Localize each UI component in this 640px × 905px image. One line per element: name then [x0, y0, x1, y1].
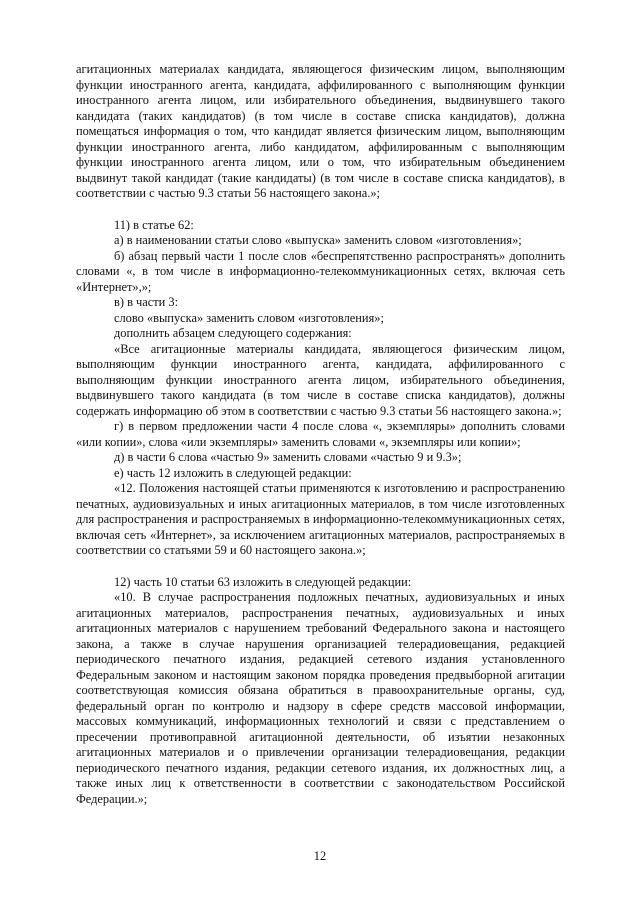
- paragraph: е) часть 12 изложить в следующей редакции:: [114, 465, 352, 480]
- paragraph: «12. Положения настоящей статьи применяются к изготовлению и распространению печатных, аудиовизуальных и иных агитационных материалов, в том числе изготовленных для распространения и распространяемых в информационно-телекоммуникационных сетях, включая сеть «Интернет», за исключением агитационных материалов, распространяемых в соответствии со статьями 59 и 60 настоящего закона.»;: [76, 481, 565, 557]
- paragraph: 12) часть 10 статьи 63 изложить в следующей редакции:: [114, 574, 412, 589]
- paragraph: «Все агитационные материалы кандидата, являющегося физическим лицом, выполняющим функции иностранного агента, кандидата, аффилированного с выполняющим функции иностранного агента лицом, избирательного объединения, выдвинувшего такого кандидата (в том числе в составе списка кандидатов), должны содержать информацию об этом в соответствии с частью 9.3 статьи 56 настоящего закона.»;: [76, 341, 565, 418]
- page-number: 12: [313, 849, 327, 863]
- paragraph: в) в части 3:: [114, 295, 179, 309]
- paragraph: слово «выпуска» заменить словом «изготовления»;: [114, 310, 384, 325]
- paragraph-gap: [76, 202, 565, 218]
- paragraph: «10. В случае распространения подложных печатных, аудиовизуальных и иных агитационных материалов, распространения печатных, аудиовизуальных и иных агитационных материалов с нарушением требований Федерального закона и настоящего закона, а также в случае нарушения организацией телерадиовещания, редакцией периодического печатного издания, редакцией сетевого издания установленного Федеральным законом и настоящим законом порядка проведения предвыборной агитации соответствующая комиссия обязана обратиться в правоохранительные органы, суд, федеральный орган по контролю и надзору в сфере средств массовой информации, массовых коммуникаций, информационных технологий и связи с представлением о пресечении противоправной агитационной деятельности, об изъятии незаконных агитационных материалов и о привлечении организации телерадиовещания, редакции периодического печатного издания, редакции сетевого издания, их должностных лиц, а также иных лиц к ответственности в соответствии с законодательством Российской Федерации.»;: [76, 590, 565, 806]
- paragraph: 11) в статье 62:: [114, 217, 194, 232]
- paragraph: б) абзац первый части 1 после слов «беспрепятственно распространять» дополнить словами «, в том числе в информационно-телекоммуникационных сетях, включая сеть «Интернет»,»;: [76, 248, 565, 294]
- document-body: [76, 62, 565, 807]
- paragraph: дополнить абзацем следующего содержания:: [114, 326, 352, 340]
- paragraph: агитационных материалах кандидата, являющегося физическим лицом, выполняющим функции иностранного агента, кандидата, аффилированного с выполняющим функции иностранного агента лицом, или избирательного объединения, выдвинувшего такого кандидата (таких кандидатов) (в том числе в составе списка кандидатов), должна помещаться информация о том, что кандидат является физическим лицом, выполняющим функции иностранного агента, либо кандидатом, аффилированным с выполняющим функции иностранного агента лицом, или о том, что избирательным объединением выдвинут такой кандидат (такие кандидаты) (в том числе в составе списка кандидатов), в соответствии с частью 9.3 статьи 56 настоящего закона.»;: [76, 62, 565, 200]
- paragraph-gap: [76, 559, 565, 575]
- paragraph: а) в наименовании статьи слово «выпуска» заменить словом «изготовления»;: [114, 233, 522, 247]
- paragraph: г) в первом предложении части 4 после слова «, экземпляры» дополнить словами «или копии», слова «или экземпляры» заменить словами «, экземпляры или копии»;: [76, 419, 565, 449]
- paragraph: д) в части 6 слова «частью 9» заменить словами «частью 9 и 9.3»;: [114, 450, 462, 464]
